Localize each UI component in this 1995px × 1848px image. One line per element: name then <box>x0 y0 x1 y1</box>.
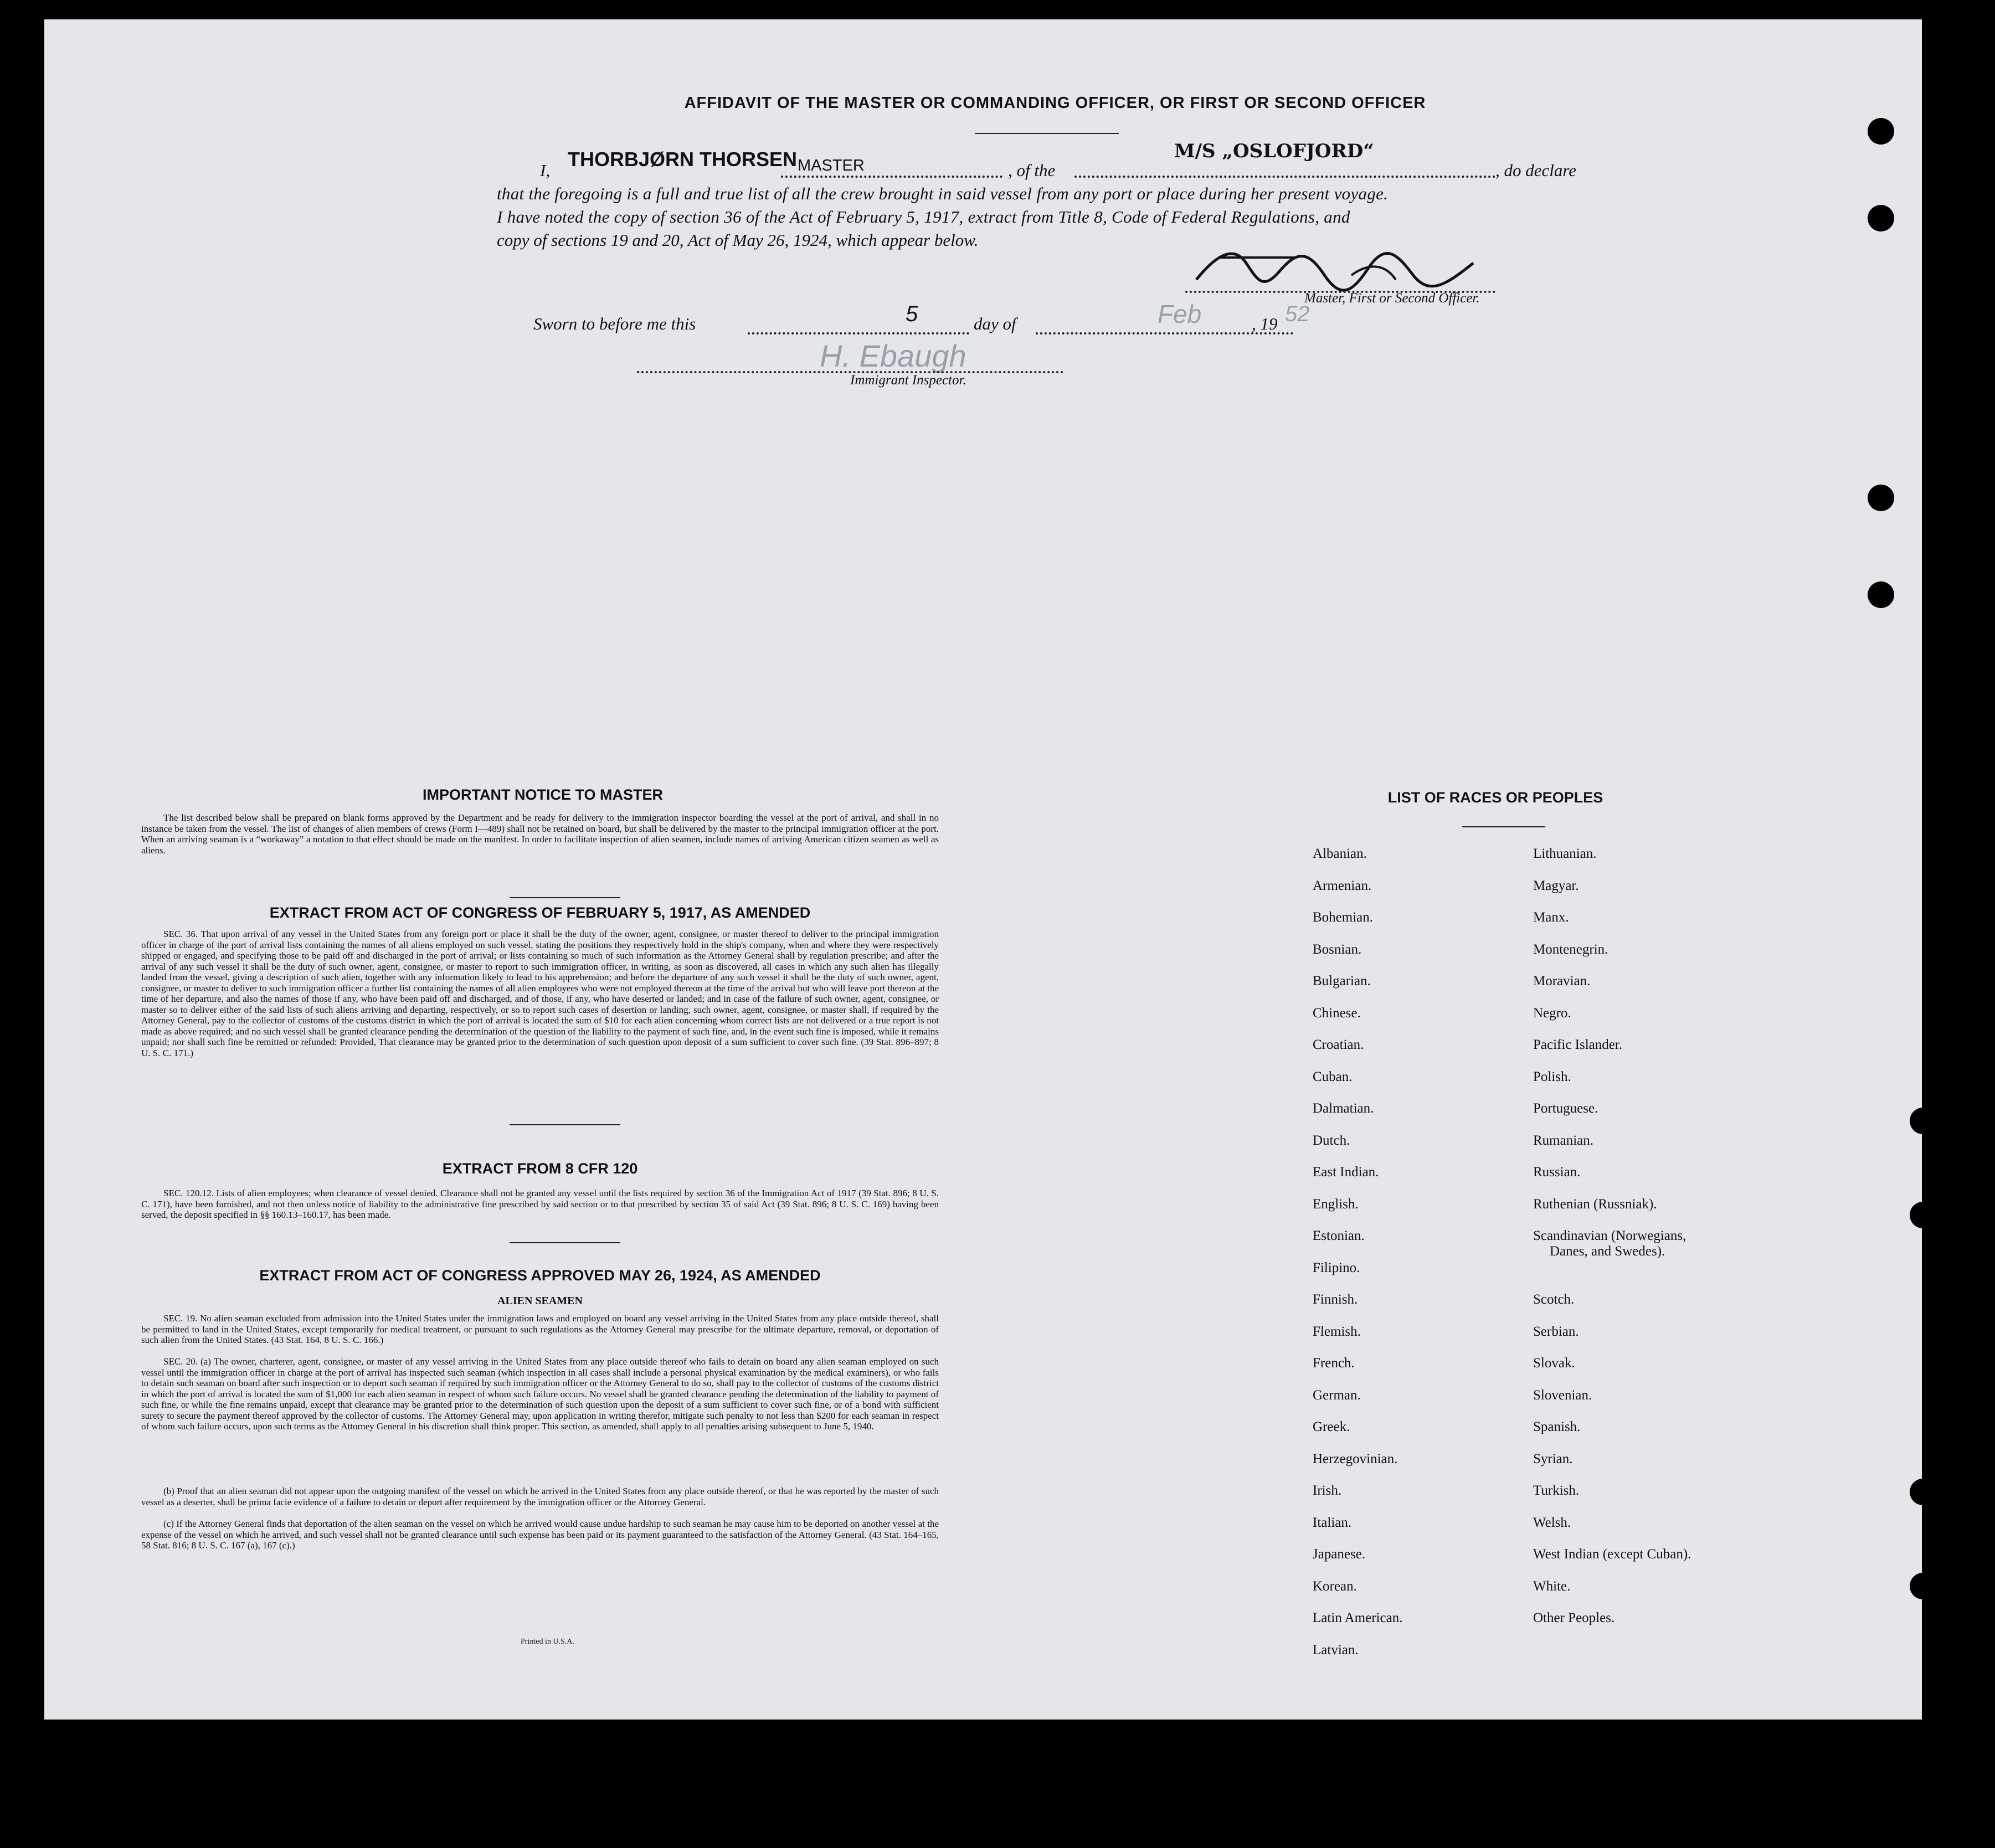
race-item: Estonian. <box>1313 1228 1365 1243</box>
race-item: Latvian. <box>1313 1642 1359 1657</box>
declaration-line-3: I have noted the copy of section 36 of the Act of February 5, 1917, extract from Title 8, Code of Federal Regulations, and <box>497 207 1350 227</box>
race-item: Serbian. <box>1533 1324 1579 1339</box>
races-left-column <box>1313 838 1402 1666</box>
race-item: Bohemian. <box>1313 910 1374 925</box>
inspector-signature: H. Ebaugh <box>820 338 966 373</box>
race-item: Russian. <box>1533 1165 1581 1180</box>
race-item: Finnish. <box>1313 1292 1358 1307</box>
race-item: Scotch. <box>1533 1292 1575 1307</box>
punch-hole <box>1868 205 1894 231</box>
race-item: Scandinavian (Norwegians, <box>1533 1228 1687 1243</box>
race-item: Filipino. <box>1313 1260 1360 1275</box>
title-rule <box>975 133 1119 134</box>
race-item: English. <box>1313 1196 1359 1212</box>
race-item: Spanish. <box>1533 1419 1581 1434</box>
race-item: Japanese. <box>1313 1547 1366 1562</box>
day-dots <box>748 332 969 334</box>
race-item: Korean. <box>1313 1578 1357 1594</box>
race-item: Armenian. <box>1313 878 1372 893</box>
race-item: Moravian. <box>1533 974 1591 989</box>
sec-20c-text: (c) If the Attorney General finds that deportation of the alien seaman on the vessel on which he arrived would cause undue hardship to such seaman he may cause him to be deported on another vessel at the expense of the vessel on which he arrived, and such vessel shall not be granted clearance until such expense has been paid or its payment guaranteed to the satisfaction of the Attorney General. (43 Stat. 164–165, 58 Stat. 816; 8 U. S. C. 167 (a), 167 (c).) <box>141 1518 939 1551</box>
punch-hole <box>1910 1202 1936 1228</box>
race-item: West Indian (except Cuban). <box>1533 1547 1691 1562</box>
rank-dots <box>781 176 1002 178</box>
cfr-title: EXTRACT FROM 8 CFR 120 <box>442 1160 638 1177</box>
race-item: Negro. <box>1533 1005 1571 1021</box>
race-item: Manx. <box>1533 910 1569 925</box>
vessel-name: M/S „OSLOFJORD“ <box>1174 140 1374 162</box>
race-item: Polish. <box>1533 1069 1571 1084</box>
races-title: LIST OF RACES OR PEOPLES <box>1387 789 1603 806</box>
race-item: French. <box>1313 1356 1355 1371</box>
race-item: Danes, and Swedes). <box>1550 1244 1665 1259</box>
punch-hole <box>1868 485 1894 511</box>
sworn-day: 5 <box>906 302 918 326</box>
notice-text: The list described below shall be prepared on blank forms approved by the Department and be ready for delivery to the immigration inspector boarding the vessel at the port of arrival, and shall in no instance be taken from the vessel. The list of changes of alien members of crews (Form I—489) shall not be retained on board, but shall be delivered by the master to the principal immigration officer at the port. When an arriving seaman is a “workaway” a notation to that effect should be made on the manifest. In order to facilitate inspection of alien seamen, include names of arriving American citizen seamen as well as aliens. <box>141 812 939 856</box>
race-item: East Indian. <box>1313 1165 1379 1180</box>
race-item: Greek. <box>1313 1419 1350 1434</box>
punch-hole <box>1868 118 1894 145</box>
race-item: Slovak. <box>1533 1356 1575 1371</box>
day-of-text: day of <box>974 314 1016 333</box>
race-item: Flemish. <box>1313 1324 1361 1339</box>
races-rule <box>1462 826 1545 827</box>
sworn-prefix: Sworn to before me this <box>533 314 696 333</box>
inspector-caption: Immigrant Inspector. <box>850 373 966 388</box>
vessel-dots <box>1074 176 1495 178</box>
sworn-year: 52 <box>1285 302 1310 326</box>
punch-hole <box>1868 581 1894 608</box>
do-declare-text: , do declare <box>1495 161 1577 180</box>
race-item: Bulgarian. <box>1313 974 1371 989</box>
race-item: Latin American. <box>1313 1610 1403 1625</box>
race-item: Ruthenian (Russniak). <box>1533 1196 1657 1212</box>
race-item: Montenegrin. <box>1533 941 1608 957</box>
cfr-rule <box>510 1242 620 1243</box>
race-item: Lithuanian. <box>1533 846 1597 861</box>
of-the-text: , of the <box>1008 161 1056 180</box>
punch-hole <box>1910 1573 1936 1599</box>
race-item: Dalmatian. <box>1313 1101 1374 1116</box>
sec-20b-text: (b) Proof that an alien seaman did not appear upon the outgoing manifest of the vessel on which he arrived in the United States from any place outside thereof, or that he was reported by the master of such vessel as a deserter, shall be prima facie evidence of a failure to detain or deport after requirement by the immigration officer or the Attorney General. <box>141 1486 939 1507</box>
rank-field: MASTER <box>798 157 865 174</box>
extract-1917-title: EXTRACT FROM ACT OF CONGRESS OF FEBRUARY 5, 1917, AS AMENDED <box>269 904 811 921</box>
extract-1917-rule <box>510 1124 620 1125</box>
notice-title: IMPORTANT NOTICE TO MASTER <box>423 786 663 803</box>
race-item: Chinese. <box>1313 1005 1361 1021</box>
race-item: Slovenian. <box>1533 1387 1592 1403</box>
race-item: Herzegovinian. <box>1313 1451 1398 1466</box>
race-item: Other Peoples. <box>1533 1610 1615 1625</box>
punch-hole <box>1910 1108 1936 1134</box>
race-item: Irish. <box>1313 1483 1342 1498</box>
race-item: Syrian. <box>1533 1451 1573 1466</box>
document-page <box>44 19 1922 1720</box>
race-item: Dutch. <box>1313 1133 1350 1148</box>
race-item: Bosnian. <box>1313 941 1362 957</box>
declaration-line-4: copy of sections 19 and 20, Act of May 26, 1924, which appear below. <box>497 230 979 250</box>
race-item: Italian. <box>1313 1515 1352 1530</box>
race-item: Portuguese. <box>1533 1101 1598 1116</box>
sworn-month: Feb <box>1158 300 1202 328</box>
race-item: Pacific Islander. <box>1533 1037 1623 1052</box>
year-prefix: , 19 <box>1252 314 1278 333</box>
races-right-column <box>1533 838 1691 1634</box>
race-item: Welsh. <box>1533 1515 1571 1530</box>
race-item: Magyar. <box>1533 878 1579 893</box>
race-item: White. <box>1533 1578 1571 1594</box>
master-name: THORBJØRN THORSEN <box>568 148 798 171</box>
race-item: German. <box>1313 1387 1361 1403</box>
affidavit-title: AFFIDAVIT OF THE MASTER OR COMMANDING OFFICER, OR FIRST OR SECOND OFFICER <box>684 94 1426 112</box>
declaration-line-2: that the foregoing is a full and true list of all the crew brought in said vessel from any port or place during her present voyage. <box>497 184 1389 203</box>
extract-1924-title: EXTRACT FROM ACT OF CONGRESS APPROVED MAY 26, 1924, AS AMENDED <box>259 1267 821 1284</box>
race-item: Turkish. <box>1533 1483 1580 1498</box>
sec-20a-text: SEC. 20. (a) The owner, charterer, agent, consignee, or master of any vessel arriving in the United States from any place outside thereof who fails to detain on board any alien seaman employed on such vessel until the immigration officer in charge at the port of arrival has inspected such seaman (which inspection in all cases shall include a personal physical examination by the medical examiners), or who fails to detain such seaman on board after such inspection or to deport such seaman if required by such immigration officer or the Attorney General to do so, shall pay to the collector of customs of the customs district in which the port of arrival is located the sum of $1,000 for each alien seaman in respect of whom such failure occurs. No vessel shall be granted clearance pending the determination of the liability to payment of such fine, or while the fine remains unpaid, except that clearance may be granted prior to the determination of such question upon the deposit of a sum sufficient to cover such fine, or of a bond with sufficient surety to secure the payment thereof approved by the collector of customs. The Attorney General may, upon application in writing therefor, mitigate such penalty to not less than $200 for each seaman in respect of whom such failure occurs, upon such terms as the Attorney General in his discretion shall think proper. This section, as amended, shall apply to all penalties arising subsequent to June 5, 1940. <box>141 1356 939 1432</box>
race-item: Albanian. <box>1313 846 1367 861</box>
race-item: Rumanian. <box>1533 1133 1594 1148</box>
cfr-text: SEC. 120.12. Lists of alien employees; when clearance of vessel denied. Clearance shall not be granted any vessel until the lists required by section 36 of the Immigration Act of 1917 (39 Stat. 896; 8 U. S. C. 171), have been furnished, and not then unless notice of liability to the administrative fine prescribed by said section or to that prescribed by section 35 of said Act (39 Stat. 896; 8 U. S. C. 169) having been served, the deposit specified in §§ 160.13–160.17, has been made. <box>141 1188 939 1220</box>
signature-caption: Master, First or Second Officer. <box>1304 291 1480 306</box>
alien-seamen-subtitle: ALIEN SEAMEN <box>497 1295 583 1307</box>
sec-19-text: SEC. 19. No alien seaman excluded from admission into the United States under the immigration laws and employed on board any vessel arriving in the United States from any place outside thereof, shall be permitted to land in the United States, except temporarily for medical treatment, or pursuant to such regulations as the Attorney General may prescribe for the ultimate departure, removal, or deportation of such alien from the United States. (43 Stat. 164, 8 U. S. C. 166.) <box>141 1313 939 1345</box>
race-item: Croatian. <box>1313 1037 1364 1052</box>
punch-hole <box>1910 1479 1936 1505</box>
extract-1917-text: SEC. 36. That upon arrival of any vessel in the United States from any foreign port or place it shall be the duty of the owner, agent, consignee, or master thereof to deliver to the principal immigration officer in charge of the port of arrival lists containing the names of all aliens employed on such vessel, stating the positions they respectively hold in the ship's company, when and where they were respectively shipped or engaged, and specifying those to be paid off and discharged in the port of arrival; or lists containing so much of such information as the Attorney General shall by regulation prescribe; and after the arrival of any such vessel it shall be the duty of such owner, agent, consignee, or master to report to such immigration officer, in writing, as soon as discovered, all cases in which any such alien has illegally landed from the vessel, giving a description of such alien, together with any information likely to lead to his apprehension; and before the departure of any such vessel it shall be the duty of such owner, agent, consignee, or master to deliver to such immigration officer a further list containing the names of all alien employees who were not employed thereon at the time of the arrival but who will leave port thereon at the time of her departure, and also the names of those if any, who have been paid off and discharged, and of those, if any, who have deserted or landed; and in case of the failure of such owner, agent, consignee, or master so to deliver either of the said lists of such aliens arriving and departing, respectively, or so to report such cases of desertion or landing, such owner, agent, consignee, or master shall, if required by the Attorney General, pay to the collector of customs of the customs district in which the port of arrival is located the sum of $10 for each alien concerning whom correct lists are not delivered or a true report is not made as above required; and no such vessel shall be granted clearance pending the determination of the question of the liability to the payment of such fine, and, in the event such fine is imposed, while it remains unpaid; nor shall such fine be remitted or refunded: Provided, That clearance may be granted prior to the determination of such question upon deposit of a sum sufficient to cover such fine. (39 Stat. 896–897; 8 U. S. C. 171.) <box>141 929 939 1058</box>
race-item: Cuban. <box>1313 1069 1353 1084</box>
printed-in-usa: Printed in U.S.A. <box>521 1638 574 1646</box>
notice-rule <box>510 897 620 898</box>
i-word: I, <box>540 161 551 180</box>
